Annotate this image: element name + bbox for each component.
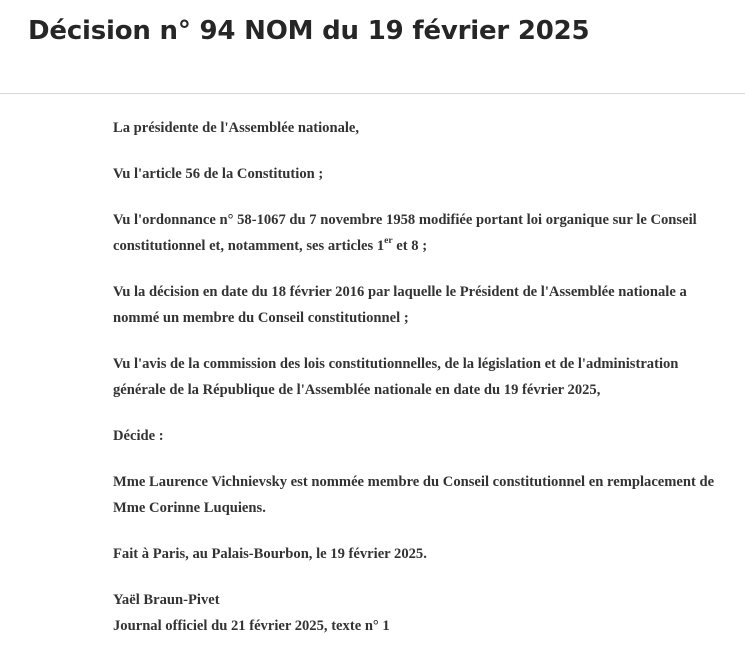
vu-decision-2016: Vu la décision en date du 18 février 2016 par laquelle le Président de l'Assemblée nationale a nommé un membre du Conseil constitutionnel ;: [113, 284, 687, 326]
fait-a-line: Fait à Paris, au Palais-Bourbon, le 19 février 2025.: [113, 546, 427, 562]
signatory-name: Yaël Braun-Pivet: [113, 592, 220, 608]
decision-text: [113, 115, 725, 639]
vu-ordonnance-end: et 8 ;: [392, 238, 428, 254]
journal-officiel-reference: Journal officiel du 21 février 2025, texte n° 1: [113, 618, 390, 634]
vu-avis-commission: Vu l'avis de la commission des lois constitutionnelles, de la législation et de l'administration générale de la République de l'Assemblée nationale en date du 19 février 2025,: [113, 356, 679, 398]
authority-line: La présidente de l'Assemblée nationale,: [113, 120, 360, 136]
vu-ordonnance: [113, 207, 725, 259]
page-header: [0, 0, 745, 94]
page-title: Décision n° 94 NOM du 19 février 2025: [28, 16, 590, 46]
decide-heading: Décide :: [113, 428, 164, 444]
nomination-article: Mme Laurence Vichnievsky est nommée membre du Conseil constitutionnel en remplacement de Mme Corinne Luquiens.: [113, 474, 715, 516]
ordinal-superscript: er: [384, 236, 393, 247]
vu-constitution: Vu l'article 56 de la Constitution ;: [113, 166, 324, 182]
vu-ordonnance-text: Vu l'ordonnance n° 58-1067 du 7 novembre 1958 modifiée portant loi organique sur le Conseil constitutionnel et, notamment, ses articles 1: [113, 212, 697, 254]
